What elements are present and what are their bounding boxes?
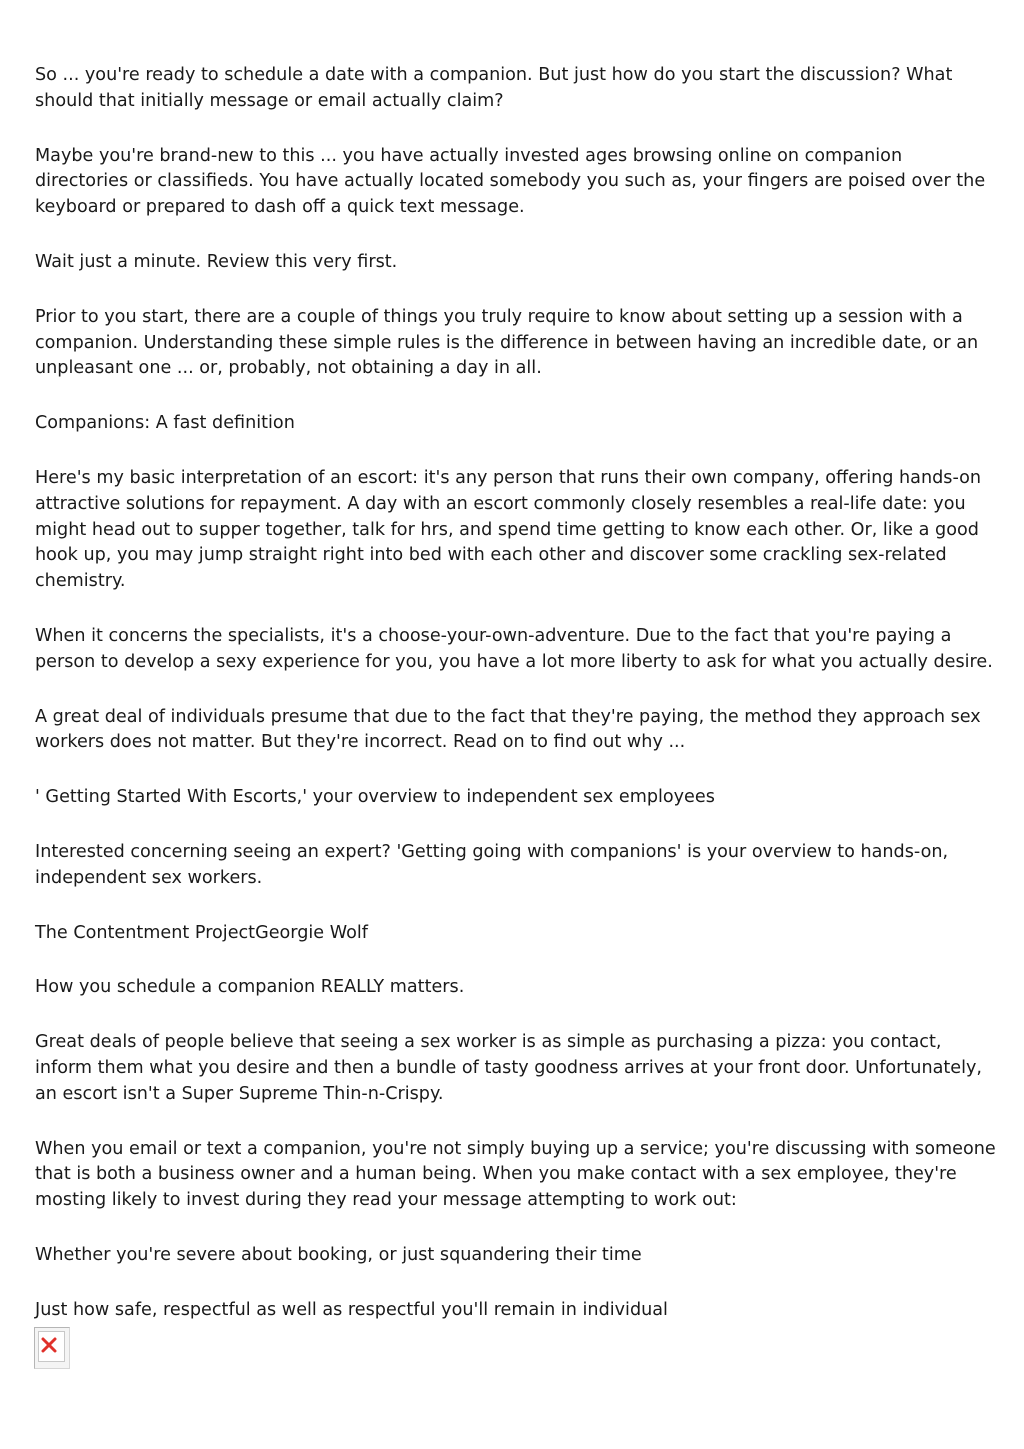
paragraph: Interested concerning seeing an expert? 'Getting going with companions' is your overview to hands-on, independent sex workers.	[35, 841, 949, 888]
paragraph: How you schedule a companion REALLY matters.	[35, 977, 465, 998]
paragraph: Whether you're severe about booking, or just squandering their time	[35, 1244, 642, 1265]
broken-image-icon	[41, 1337, 57, 1353]
paragraph: So ... you're ready to schedule a date with a companion. But just how do you start the discussion? What should that initially message or email actually claim?	[35, 65, 953, 111]
paragraph: The Contentment ProjectGeorgie Wolf	[35, 922, 368, 943]
broken-image-placeholder	[34, 1327, 70, 1369]
paragraph: Prior to you start, there are a couple of things you truly require to know about setting up a session with a companion. Understanding these simple rules is the difference in between having an incredible date, or an unpleasant one ... or, probably, not obtaining a day in all.	[35, 306, 979, 379]
paragraph: When you email or text a companion, you're not simply buying up a service; you're discussing with someone that is both a business owner and a human being. When you make contact with a sex employee, they're mosting likely to invest during they read your message attempting to work out:	[35, 1138, 996, 1211]
paragraph: Wait just a minute. Review this very first.	[35, 251, 398, 272]
paragraph: Here's my basic interpretation of an escort: it's any person that runs their own company, offering hands-on attractive solutions for repayment. A day with an escort commonly closely resembles a real-life date: you might head out to supper together, talk for hrs, and spend time getting to know each other. Or, like a good hook up, you may jump straight right into bed with each other and discover some crackling sex-related chemistry.	[35, 467, 982, 592]
paragraph: Just how safe, respectful as well as respectful you'll remain in individual	[35, 1299, 668, 1320]
paragraph: When it concerns the specialists, it's a choose-your-own-adventure. Due to the fact that you're paying a person to develop a sexy experience for you, you have a lot more liberty to ask for what you actually desire.	[35, 625, 993, 672]
paragraph: Great deals of people believe that seeing a sex worker is as simple as purchasing a pizza: you contact, inform them what you desire and then a bundle of tasty goodness arrives at your front door. Unfortunately, an escort isn't a Super Supreme Thin-n-Crispy.	[35, 1032, 982, 1104]
section-heading: Companions: A fast definition	[35, 413, 295, 434]
paragraph: A great deal of individuals presume that due to the fact that they're paying, the method they approach sex workers does not matter. But they're incorrect. Read on to find out why ...	[35, 706, 981, 753]
paragraph: Maybe you're brand-new to this ... you have actually invested ages browsing online on companion directories or classifieds. You have actually located somebody you such as, your fingers are poised over the keyboard or prepared to dash off a quick text message.	[35, 145, 986, 218]
document-body	[35, 63, 997, 1353]
paragraph: ' Getting Started With Escorts,' your overview to independent sex employees	[35, 787, 715, 808]
